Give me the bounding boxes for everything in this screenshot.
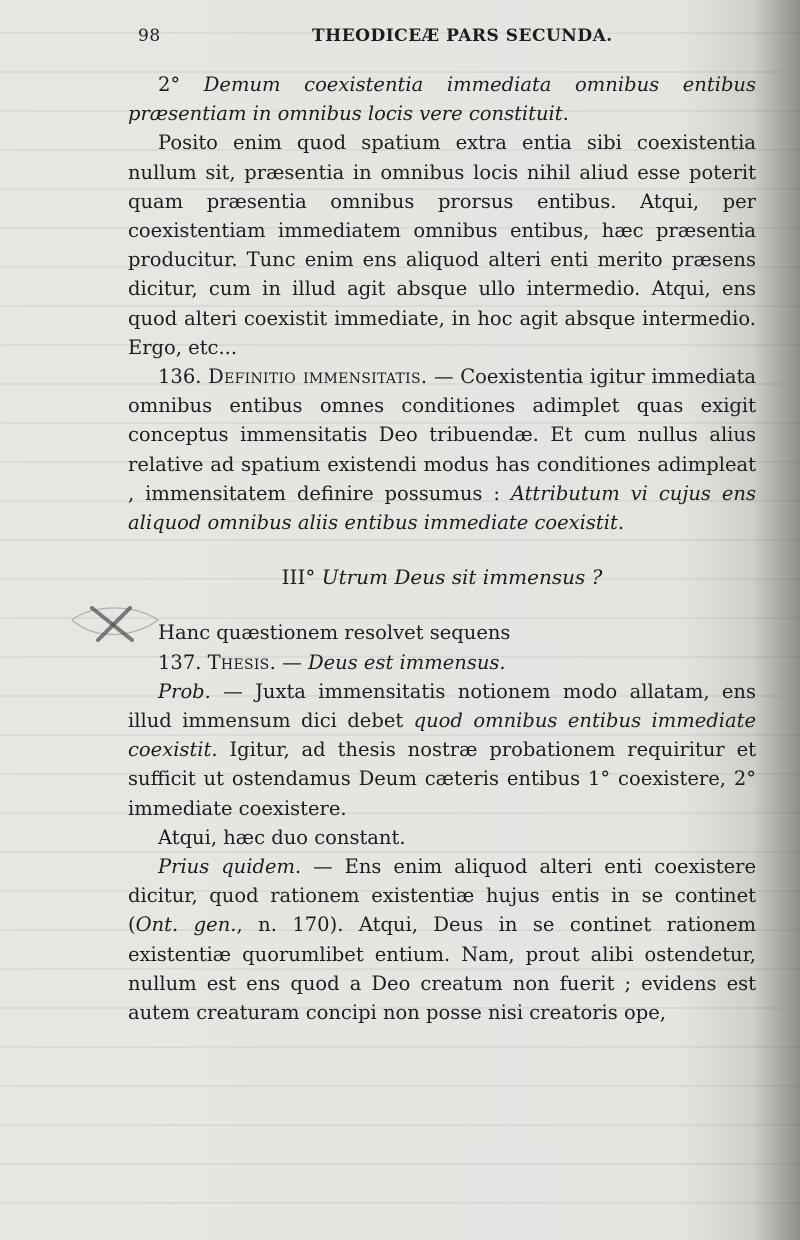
paragraph-text-continued: . Igitur, ad thesis nostræ probationem requiritur et sufficit ut ostendamus Deum cæteris entibus 1° coexistere, 2° immediate coexistere. — [128, 738, 756, 820]
paragraph-2 — [128, 128, 756, 362]
section-label: Definitio immensitatis. — [208, 365, 428, 389]
subsection-heading — [128, 563, 756, 592]
paragraph-3 — [128, 362, 756, 537]
italic-definition: Attributum vi cujus ens aliquod omnibus aliis entibus immediate coexistit — [128, 481, 756, 535]
page-header — [138, 26, 618, 58]
paragraph-text: — Coexistentia igitur immediata omnibus entibus omnes conditiones adimplet quas exigit conceptus immensitatis Deo tribuendæ. Et cum nullus alius relative ad spatium existendi modus has conditiones adimpleat , immensitatem definire possumus : — [128, 365, 756, 505]
enumeration: 2° — [158, 73, 204, 96]
punctuation: . — [562, 102, 569, 126]
citation-reference: Ont. gen. — [135, 913, 237, 937]
italic-lead: Prius quidem — [158, 855, 295, 879]
paragraph-8 — [128, 852, 756, 1027]
running-head: THEODICEÆ PARS SECUNDA. — [312, 26, 613, 46]
thesis-statement: Deus est immensus. — [307, 650, 506, 674]
paragraph-text: . — Ens enim aliquod alteri enti coexistere dicitur, quod rationem existentiæ hujus entis in se continet ( — [128, 855, 756, 937]
body-text — [128, 70, 756, 1027]
section-label: Thesis. — [207, 650, 277, 674]
section-number: 137. — [158, 650, 208, 674]
paragraph-text: Posito enim quod spatium extra entia sibi coexistentia nullum sit, præsentia in omnibus locis nihil aliud esse poterit quam præsentia omnibus prorsus entibus. Atqui, per coexistentiam immediatem omnibus entibus, hæc præsentia producitur. Tunc enim ens aliquod alteri enti merito præsens dicitur, cum in illud agit absque ullo intermedio. Atqui, ens quod alteri coexistit immediate, in hoc agit absque intermedio. Ergo, etc... — [128, 131, 756, 359]
heading-title: Utrum Deus sit immensus ? — [321, 565, 603, 590]
paragraph-5 — [128, 648, 756, 677]
proof-label: Prob. — [158, 679, 211, 703]
paragraph-text-continued: , n. 170). Atqui, Deus in se continet rationem existentiæ quorumlibet entium. Nam, prout alibi ostendetur, nullum est ens quod a Deo creatum non fuerit ; evidens est autem creaturam concipi non posse nisi creatoris ope, — [128, 913, 756, 1025]
page-number: 98 — [138, 26, 161, 46]
italic-phrase: quod omnibus entibus immediate coexistit — [128, 709, 756, 762]
italic-statement: Demum coexistentia immediata omnibus entibus præsentiam in omnibus locis vere constituit — [128, 73, 756, 126]
paragraph-text: Hanc quæstionem resolvet sequens — [158, 621, 511, 645]
paragraph-text: — Juxta immensitatis notionem modo allatam, ens illud immensum dici debet — [128, 679, 756, 733]
dash: — — [276, 650, 308, 674]
paragraph-6 — [128, 677, 756, 823]
paragraph-7 — [128, 823, 756, 852]
paragraph-4 — [128, 618, 756, 647]
heading-number: III° — [281, 565, 322, 590]
section-number: 136. — [158, 365, 209, 389]
paragraph-1 — [128, 70, 756, 128]
punctuation: . — [617, 511, 625, 535]
paragraph-text: Atqui, hæc duo constant. — [158, 825, 406, 849]
